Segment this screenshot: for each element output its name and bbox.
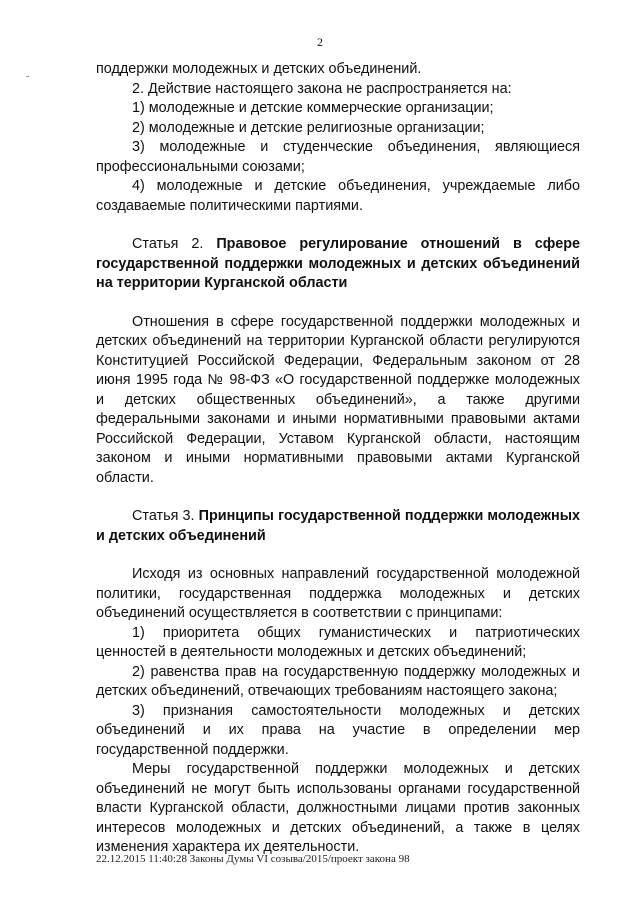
- section2-item-3: 3) молодежные и студенческие объединения, являющиеся профессиональными союзами;: [96, 139, 580, 175]
- article2-heading: [96, 235, 580, 294]
- article3-principle-3: 3) признания самостоятельности молодежных и детских объединений и их права на участие в определении мер государственной поддержки.: [96, 702, 580, 758]
- article3-intro: Исходя из основных направлений государственной молодежной политики, государственная поддержка молодежных и детских объединений осуществляется в соответствии с принципами:: [96, 566, 580, 621]
- article3-principle-2: 2) равенства прав на государственную поддержку молодежных и детских объединений, отвечающих требованиям настоящего закона;: [96, 663, 580, 699]
- margin-mark: [26, 76, 29, 77]
- article2-title: Правовое регулирование отношений в сфере государственной поддержки молодежных и детских объединений на территории Курганской области: [96, 236, 580, 291]
- article3-label: Статья 3.: [132, 508, 195, 524]
- footer-stamp: 22.12.2015 11:40:28 Законы Думы VI созыва/2015/проект закона 98: [96, 853, 410, 865]
- continuation-text: поддержки молодежных и детских объединений.: [96, 61, 422, 77]
- document-body: [96, 60, 580, 858]
- section2-intro: 2. Действие настоящего закона не распространяется на:: [132, 80, 512, 97]
- article3-heading: [96, 507, 580, 546]
- article3-title: Принципы государственной поддержки молодежных и детских объединений: [96, 508, 580, 544]
- page-number: 2: [317, 35, 323, 49]
- article2-label: Статья 2.: [132, 236, 204, 252]
- article3-closing: Меры государственной поддержки молодежных и детских объединений не могут быть использованы органами государственной власти Курганской области, должностными лицами против законных интересов молодежных и детских объединений, а также в целях изменения характера их деятельности.: [96, 761, 580, 855]
- section2-item-4: 4) молодежные и детские объединения, учреждаемые либо создаваемые политическими партиями.: [96, 178, 580, 214]
- article2-body: Отношения в сфере государственной поддержки молодежных и детских объединений на территории Курганской области регулируются Конституцией Российской Федерации, Федеральным законом от 28 июня 1995 года № 98-ФЗ «О государственной поддержке молодежных и детских общественных объединений», а также другими федеральными законами и иными нормативными правовыми актами Российской Федерации, Уставом Курганской области, настоящим законом и иными нормативными правовыми актами Курганской области.: [96, 313, 580, 486]
- section2-item-2: 2) молодежные и детские религиозные организации;: [132, 119, 485, 136]
- article3-principle-1: 1) приоритета общих гуманистических и патриотических ценностей в деятельности молодежных и детских объединений;: [96, 624, 580, 660]
- section2-item-1: 1) молодежные и детские коммерческие организации;: [132, 100, 494, 116]
